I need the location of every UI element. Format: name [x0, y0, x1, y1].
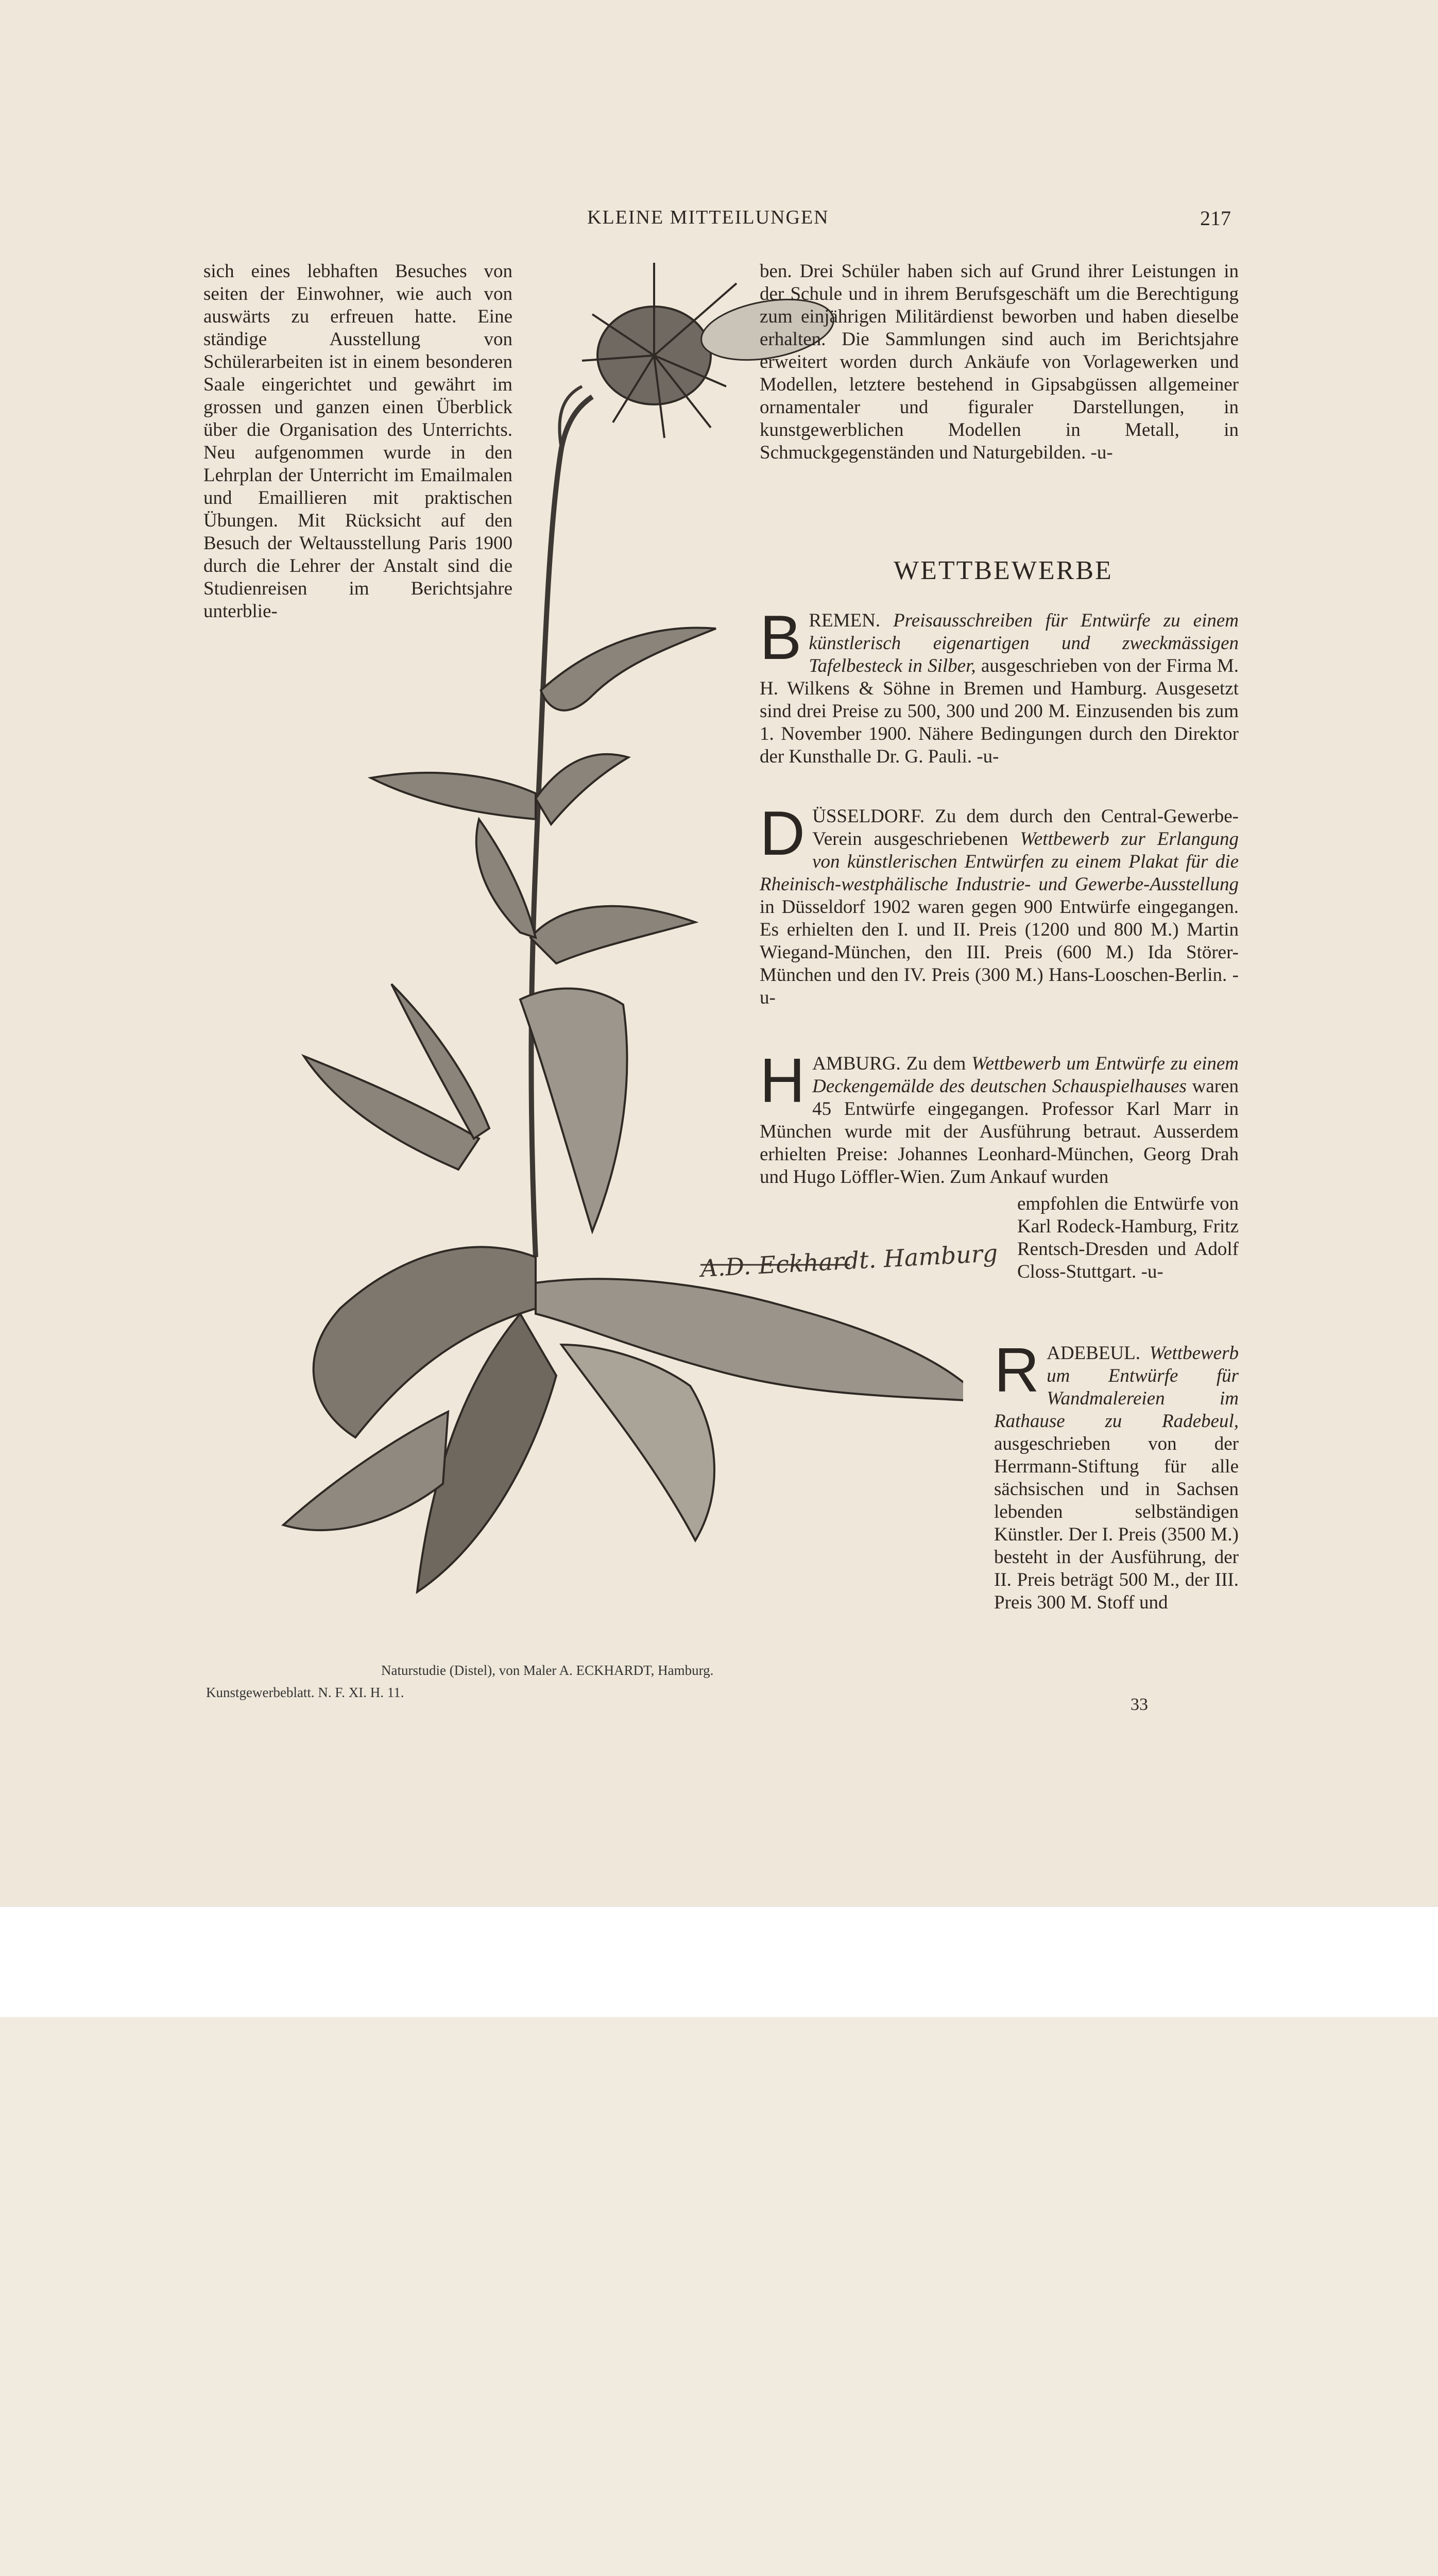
entry-hamburg [760, 1045, 1239, 1189]
entry-italic: Preisausschreiben für Entwürfe zu einem künstlerisch eigenartigen und zweckmässigen Tafelbesteck in Silber, [809, 610, 1239, 676]
illustration-caption: Naturstudie (Distel), von Maler A. ECKHARDT, Hamburg. [381, 1663, 714, 1678]
entry-text: ausgeschrieben von der Herrmann-Stiftung für alle sächsischen und in Sachsen lebenden selbständigen Künstler. Der I. Preis (3500 M.) besteht in der Ausführung, der II. Preis beträgt 500 M., der III. Preis 300 M. Stoff und [994, 1433, 1239, 1613]
entry-duesseldorf [760, 798, 1239, 1009]
entry-lead: AMBURG. [812, 1053, 901, 1074]
drop-cap: D [760, 798, 806, 868]
section-heading: WETTBEWERBE [894, 556, 1113, 585]
entry-text: waren 45 Entwürfe eingegangen. Professor Karl Marr in München wurde mit der Ausführung betraut. Ausserdem erhielten Preise: Johannes Leonhard-München, Georg Drah und Hugo Löffler-Wien. Zum Ankauf wurden [760, 1076, 1239, 1188]
entry-text-before: Zu dem [906, 1053, 966, 1074]
left-column-text: sich eines lebhaften Besuches von seiten der Einwohner, wie auch von auswärts zu erfreuen hatte. Eine ständige Ausstellung von Schülerarbeiten ist in einem besonderen Saale eingerichtet und gewährt im grossen und ganzen einen Überblick über die Organisation des Unterrichts. Neu aufgenommen wurde in den Lehrplan der Unterricht im Emailmalen und Emaillieren mit praktischen Übungen. Mit Rücksicht auf den Besuch der Weltausstellung Paris 1900 durch die Lehrer der Anstalt sind die Studienreisen im Berichtsjahre unterblie- [203, 261, 512, 622]
entry-lead: REMEN. [809, 610, 881, 631]
entry-italic: Wettbewerb um Entwürfe für Wandmalereien im Rathause zu Radebeul, [994, 1343, 1239, 1432]
entry-lead: ADEBEUL. [1047, 1343, 1141, 1364]
entry-italic: Wettbewerb um Entwürfe zu einem Deckengemälde des deutschen Schauspielhauses [812, 1053, 1239, 1097]
drop-cap: B [760, 602, 802, 672]
entry-hamburg-continued: empfohlen die Entwürfe von Karl Rodeck-Hamburg, Fritz Rentsch-Dresden und Adolf Closs-Stuttgart. -u- [1017, 1193, 1239, 1282]
entry-text: in Düsseldorf 1902 waren gegen 900 Entwürfe eingegangen. Es erhielten den I. und II. Preis (1200 und 800 M.) Martin Wiegand-München, den III. Preis (600 M.) Ida Störer-München und den IV. Preis (300 M.) Hans-Looschen-Berlin. -u- [760, 896, 1239, 1008]
entry-text: ausgeschrieben von der Firma M. H. Wilkens & Söhne in Bremen und Hamburg. Ausgesetzt sind drei Preise zu 500, 300 und 200 M. Einzusenden bis zum 1. November 1900. Nähere Bedingungen durch den Direktor der Kunsthalle Dr. G. Pauli. -u- [760, 655, 1239, 767]
right-column-text: ben. Drei Schüler haben sich auf Grund ihrer Leistungen in der Schule und in ihrem Berufsgeschäft um die Berechtigung zum einjährigen Militärdienst beworben und haben dieselbe erhalten. Die Sammlungen sind auch im Berichtsjahre erweitert worden durch Ankäufe von Vorlagewerken und Modellen, letztere bestehend in Gipsabgüssen allgemeiner ornamentaler und figuraler Darstellungen, in kunstgewerblichen Modellen in Metall, in Schmuckgegenständen und Naturgebilden. -u- [760, 261, 1239, 463]
entry-lead: ÜSSELDORF. [812, 806, 925, 827]
entry-radebeul [994, 1335, 1239, 1614]
drop-cap: R [994, 1335, 1040, 1405]
entry-italic: Wettbewerb zur Erlangung von künstlerischen Entwürfen zu einem Plakat für die Rheinisch-westphälische Industrie- und Gewerbe-Ausstellung [760, 828, 1239, 895]
drop-cap: H [760, 1045, 806, 1115]
viewer-footer [0, 1906, 1438, 2017]
entry-bremen [760, 602, 1239, 768]
signature-mark: 33 [1131, 1695, 1148, 1714]
running-head: KLEINE MITTEILUNGEN [587, 207, 829, 228]
page-number: 217 [1200, 207, 1231, 230]
journal-line: Kunstgewerbeblatt. N. F. XI. H. 11. [206, 1685, 404, 1700]
entry-text-before: Zu dem durch den Central-Gewerbe-Verein ausgeschriebenen [812, 806, 1239, 850]
artist-signature: A.D. Eckhardt. Hamburg [699, 1239, 999, 1283]
